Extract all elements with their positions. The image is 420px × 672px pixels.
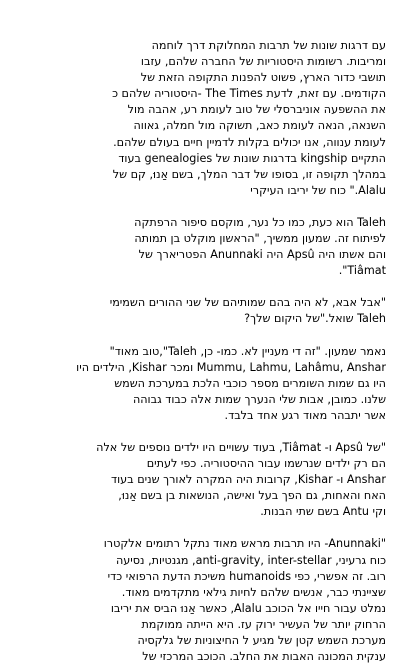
text-line: את ההשפעה אוניברסלי של טוב לעומת רע, אהבה מול	[127, 103, 386, 117]
text-line: לפיתוח זה. שמעון ממשיך, "הראשון מוקלט בן תמותה	[134, 232, 386, 246]
text-line: השנאה, הנאה לעומת כאב, תשוקה מול חמלה, גאווה	[133, 119, 386, 133]
text-line: הרחוק יותר של העשיר ירוק עז. היא הייתה ממוקמת	[141, 617, 386, 631]
text-line: Anshar ו- Kishar, קרובות היה המקרה לאורך שנים בעוד	[111, 473, 386, 487]
text-line: "של Apsû ו- Tiâmat, בעוד עשויים היו ילדים נוספים של אלה	[96, 440, 386, 454]
paragraph-2	[20, 215, 386, 279]
text-line: Mummu, Lahmu, Lahâmu, Anshar ומכר Kishar, הילדים היו	[76, 360, 386, 374]
text-line: לעומת ענווה, אנו יכולים בקלות לדמיין חיים בעולם שלהם.	[113, 135, 386, 149]
text-line: התקיים kingship בדרגות שונות של genealogies בעוד	[118, 151, 386, 165]
text-line: והם אשתו היה Apsû היה Anunnaki הפטריארך של	[138, 248, 386, 262]
text-line: ענקית המכונה האבות את החלב. הכוכב המרכזי של	[142, 650, 386, 664]
text-line: במהלך תקופה זו, בסופו של דבר המלך, בשם אַנוּ, קם של	[112, 167, 386, 181]
paragraph-3	[20, 295, 386, 327]
text-line: "Anunnaki- היו תרבות מראש מאוד נתקל רתומים אלקטרו	[103, 537, 386, 551]
text-line: וקי Antu בשם שתי הבנות.	[260, 505, 386, 519]
paragraph-1	[20, 38, 386, 199]
text-line: נאמר שמעון. "זה די מעניין לא. כמו- כן, Taleh",טוב מאוד"	[109, 344, 386, 358]
text-line: נמלט עבור חייו אל הכוכב Alalu, כאשר אַנוּ הביס את יריבו	[110, 601, 386, 615]
text-line: שציינתי כבר, אנשים שלהם לחיות גילאי מתקדמים מאוד.	[121, 585, 386, 599]
text-line: תושבי כדור הארץ, פשוט להפנות התקופה הזאת של	[140, 71, 386, 85]
text-line: רוב. זה אפשרי, כפי humanoids משיכת הדעת הרפואי כדי	[107, 569, 386, 583]
text-line: כוח גרעיני, anti-gravity, inter-stellar, מגנטיות, נסיעה	[115, 553, 386, 567]
text-line: Taleh שואל."של היקום שלך?	[244, 312, 386, 326]
text-line: הם רק ילדים שנרשמו עבור ההיסטוריה. כפי לעתים	[146, 457, 386, 471]
text-line: האח והאחות, גם הפך בעל ואישה, הנושאות בן בשם אַנוּ,	[118, 489, 386, 503]
text-line: שלנו. כמובן, אבות שלי הנערך שמות אלה כבוד גבוהה	[132, 392, 386, 406]
text-line: Alalu." כוח של יריבו העיקרי	[250, 183, 386, 197]
text-line: "אבל אבא, לא היה בהם שמותיהם של שני ההורים השמימי	[109, 296, 386, 310]
text-line: היו גם שמות השומרים מספר כוכבי הלכת במערכת השמש	[114, 376, 386, 390]
paragraph-6	[20, 536, 386, 665]
text-line: עם דרגות שונות של תרבות המחלוקת דרך לוחמה	[151, 39, 386, 52]
text-line: Tiâmat".	[338, 264, 386, 278]
paragraph-4	[20, 344, 386, 424]
text-line: הקודמים. עם זאת, לדעת The Times -היסטוריה שלהם כ	[112, 87, 386, 101]
text-line: מערכת השמש קטן של מגיע ל החיצוניות של גלקסיה	[137, 634, 386, 647]
text-line: Taleh הוא כעת, כמו כל נער, מוקסם סיפור הרפתקה	[134, 215, 386, 229]
paragraph-5	[20, 440, 386, 520]
text-line: אשר יתבהר מאוד רגע אחד בלבד.	[224, 408, 386, 422]
text-line: ומריבות. רשומות היסטוריות של החברה שלהם, עזבו	[140, 55, 386, 69]
